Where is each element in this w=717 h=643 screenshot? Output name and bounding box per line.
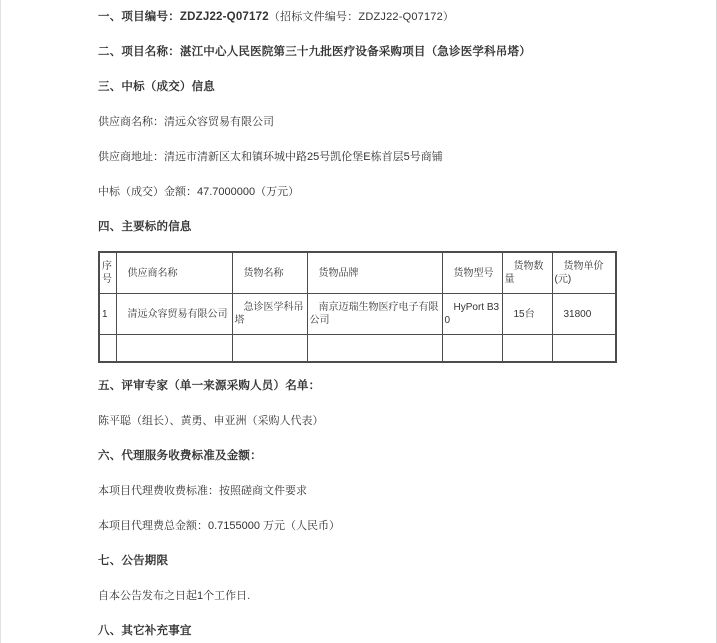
table-header-cell-seq: 序号: [99, 252, 116, 294]
other-matters-heading: 八、其它补充事宜: [98, 625, 192, 637]
subject-info-table: [98, 251, 617, 363]
table-cell-brand: 南京迈瑞生物医疗电子有限公司: [307, 294, 442, 335]
agency-fee-standard-line: 本项目代理费收费标准：按照磋商文件要求: [98, 485, 307, 497]
subject-heading: 四、主要标的信息: [98, 221, 192, 233]
award-amount-line: 中标（成交）金额：47.7000000（万元）: [98, 186, 300, 198]
table-cell-unit-price: [552, 335, 616, 363]
table-cell-goods-name: [232, 335, 307, 363]
table-row-empty: [99, 335, 616, 363]
table-header-cell-supplier: 供应商名称: [116, 252, 232, 294]
project-name-line: 二、项目名称：湛江中心人民医院第三十九批医疗设备采购项目（急诊医学科吊塔）: [98, 46, 531, 58]
table-header-cell-unit-price: 货物单价(元): [552, 252, 616, 294]
experts-heading: 五、评审专家（单一来源采购人员）名单：: [98, 380, 321, 392]
table-header-row: [99, 252, 616, 294]
table-row: [99, 294, 616, 335]
table-cell-seq: 1: [99, 294, 116, 335]
tender-doc-number: （招标文件编号：ZDZJ22-Q07172）: [268, 11, 455, 23]
table-cell-model: [442, 335, 502, 363]
table-cell-supplier: 清远众容贸易有限公司: [116, 294, 232, 335]
table-cell-brand: [307, 335, 442, 363]
table-header-cell-quantity: 货物数量: [502, 252, 552, 294]
notice-period-heading: 七、公告期限: [98, 555, 169, 567]
project-number-line: [98, 10, 696, 24]
table-header-cell-model: 货物型号: [442, 252, 502, 294]
table-cell-model: HyPort B30: [442, 294, 502, 335]
table-header-cell-brand: 货物品牌: [307, 252, 442, 294]
table-cell-unit-price: 31800: [552, 294, 616, 335]
notice-period-line: 自本公告发布之日起1个工作日.: [98, 590, 251, 602]
supplier-name-line: 供应商名称：清远众容贸易有限公司: [98, 116, 274, 128]
experts-line: 陈平聪（组长）、黄勇、申亚洲（采购人代表）: [98, 415, 324, 427]
table-cell-goods-name: 急诊医学科吊塔: [232, 294, 307, 335]
table-cell-quantity: 15台: [502, 294, 552, 335]
table-cell-quantity: [502, 335, 552, 363]
project-number-label: 一、项目编号：ZDZJ22-Q07172: [98, 11, 269, 23]
agency-fee-heading: 六、代理服务收费标准及金额：: [98, 450, 262, 462]
table-cell-supplier: [116, 335, 232, 363]
supplier-address-line: 供应商地址：清远市清新区太和镇环城中路25号凯伦堡E栋首层5号商铺: [98, 151, 443, 163]
table-header-cell-goods-name: 货物名称: [232, 252, 307, 294]
award-info-heading: 三、中标（成交）信息: [98, 81, 215, 93]
table-cell-seq: [99, 335, 116, 363]
agency-fee-total-line: 本项目代理费总金额：0.7155000 万元（人民币）: [98, 520, 341, 532]
